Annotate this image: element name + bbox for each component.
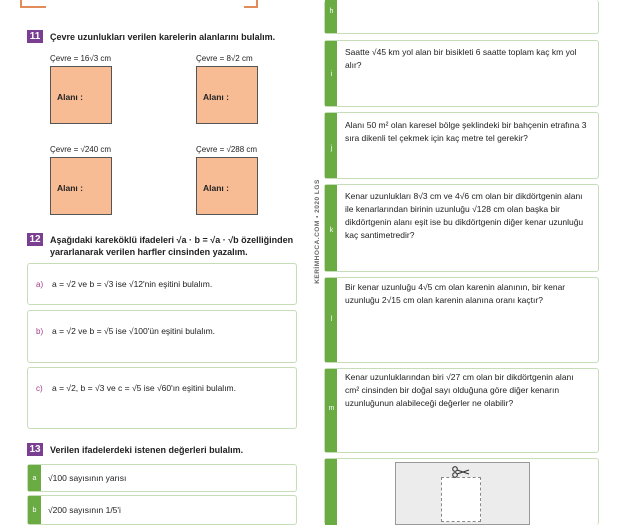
right-question-k-letter: k	[329, 227, 334, 234]
right-question-m-text: Kenar uzunluklarından biri √27 cm olan bir dikdörtgenin alanı cm² cinsinden bir doğal sayı olduğuna göre diğer kenarın uzunluğunun alabileceği değerler ne olabilir?	[345, 372, 574, 408]
right-question-j-text: Alanı 50 m² olan karesel bölge şeklindeki bir bahçenin etrafına 3 sıra dikenli tel çekmek için kaç metre tel gerekir?	[345, 120, 587, 143]
right-question-h-letter: h	[329, 8, 334, 15]
section-12-number: 12	[27, 233, 43, 246]
question-12c-tag: c)	[36, 384, 43, 393]
section-12-title-line-2: yararlanarak verilen harfler cinsinden yazalım.	[50, 247, 248, 257]
right-question-l-letter: l	[330, 316, 333, 323]
question-12b-tag: b)	[36, 327, 44, 336]
right-question-j-letter: j	[330, 145, 333, 152]
square-3	[50, 157, 112, 215]
right-question-k-text: Kenar uzunlukları 8√3 cm ve 4√6 cm olan bir dikdörtgenin alanı ile kenarlarından birinin uzunluğu √128 cm olan başka bir dikdörtgenin alanı eşit ise bu dikdörtgenin diğer kenar uzunluğu kaç santimetredir?	[345, 191, 584, 240]
square-3-perimeter: Çevre = √240 cm	[50, 145, 112, 154]
section-13-title: Verilen ifadelerdeki istenen değerleri bulalım.	[50, 445, 244, 455]
vertical-site-label: KERİMHOCA.COM • 2020 LGS	[313, 179, 321, 284]
scissors-icon	[452, 466, 470, 478]
top-orange-line	[20, 0, 46, 8]
square-3-area-label: Alanı :	[57, 183, 83, 193]
section-13-number: 13	[27, 443, 43, 456]
right-question-l	[324, 277, 599, 363]
question-12c-box	[27, 367, 297, 429]
right-question-m-letter: m	[328, 405, 335, 412]
question-13b-text: √200 sayısının 1/5'i	[48, 505, 121, 515]
question-13b-badge: b	[28, 496, 41, 524]
square-2	[196, 66, 258, 124]
question-12a-tag: a)	[36, 280, 44, 289]
square-1-perimeter: Çevre = 16√3 cm	[50, 54, 112, 63]
right-question-h	[324, 0, 599, 34]
right-question-m	[324, 368, 599, 453]
question-12b-box	[27, 310, 297, 363]
square-2-perimeter: Çevre = 8√2 cm	[196, 54, 253, 63]
right-question-j	[324, 112, 599, 179]
right-question-n-bar	[325, 459, 337, 525]
cutout-figure	[395, 462, 530, 525]
question-12a-box	[27, 263, 297, 305]
top-orange-line-2	[244, 0, 258, 8]
right-question-i	[324, 40, 599, 107]
right-question-i-text: Saatte √45 km yol alan bir bisikleti 6 saatte toplam kaç km yol alır?	[345, 47, 577, 70]
square-4	[196, 157, 258, 215]
square-2-area-label: Alanı :	[203, 92, 229, 102]
square-4-perimeter: Çevre = √288 cm	[196, 145, 258, 154]
question-12b-text: a = √2 ve b = √5 ise √100'ün eşitini bulalım.	[52, 326, 216, 336]
question-13a-row	[27, 464, 297, 492]
section-11-number: 11	[27, 30, 43, 43]
question-13a-text: √100 sayısının yarısı	[48, 473, 127, 483]
question-13a-badge: a	[28, 465, 41, 491]
section-11-title: Çevre uzunlukları verilen karelerin alanlarını bulalım.	[50, 32, 276, 42]
question-12c-text: a = √2, b = √3 ve c = √5 ise √60'ın eşitini bulalım.	[52, 383, 237, 393]
right-question-k	[324, 184, 599, 272]
square-4-area-label: Alanı :	[203, 183, 229, 193]
question-13b-row	[27, 495, 297, 525]
section-12-title-line-1: Aşağıdaki kareköklü ifadeleri √a · b = √a · √b özelliğinden	[50, 235, 294, 245]
right-question-i-letter: i	[330, 71, 333, 78]
square-1-area-label: Alanı :	[57, 92, 83, 102]
right-question-l-text: Bir kenar uzunluğu 4√5 cm olan karenin alanının, bir kenar uzunluğu 2√15 cm olan karenin alanına oranı kaçtır?	[345, 282, 566, 305]
cutout-dashed-square	[441, 477, 481, 522]
right-question-h-bar	[325, 0, 337, 33]
question-12a-text: a = √2 ve b = √3 ise √12'nin eşitini bulalım.	[52, 279, 213, 289]
square-1	[50, 66, 112, 124]
